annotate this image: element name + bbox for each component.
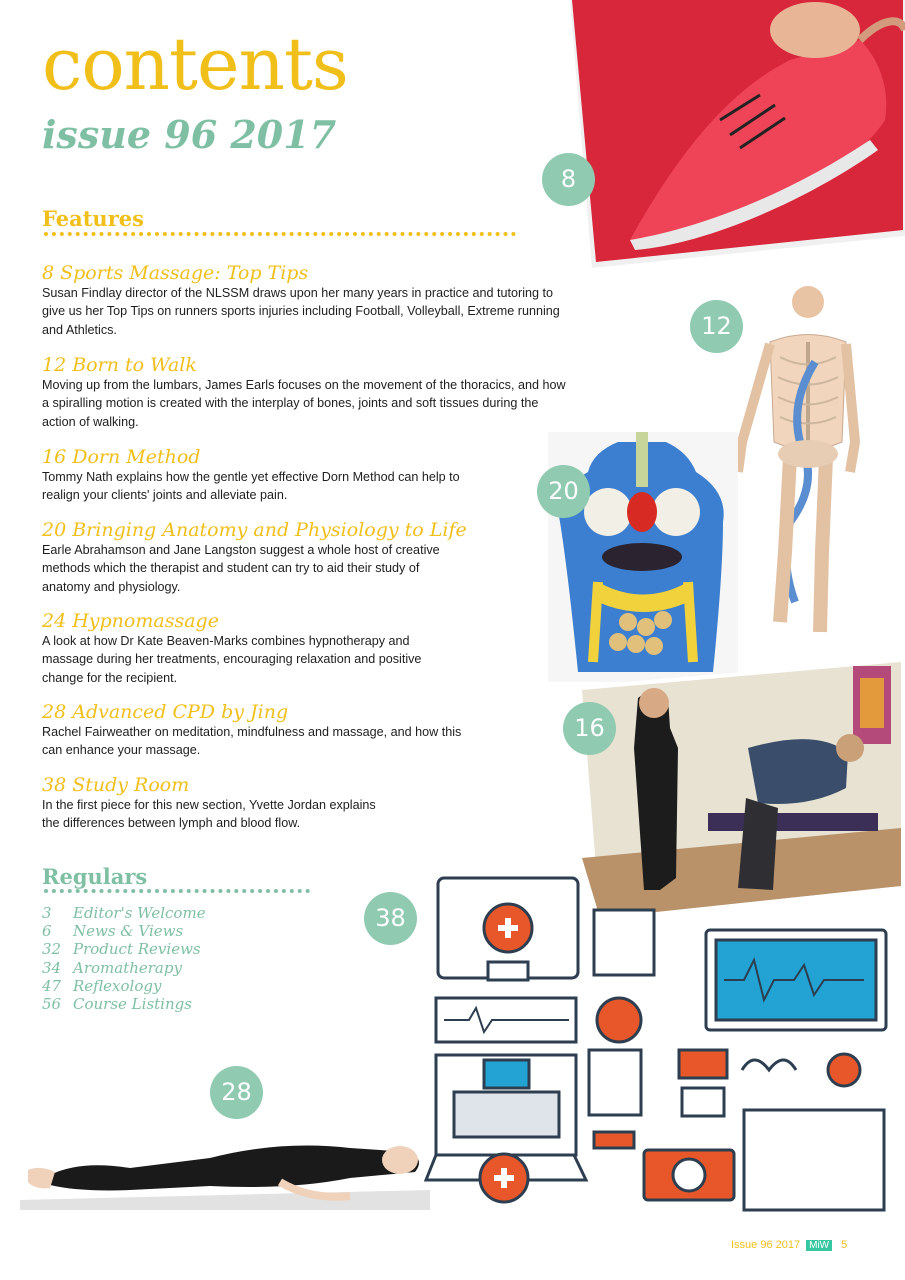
regulars-list xyxy=(42,904,206,1013)
feature-title: 38 Study Room xyxy=(42,774,190,796)
medical-equipment-illustration xyxy=(424,870,894,1215)
feature-item[interactable] xyxy=(42,701,482,760)
feature-description: A look at how Dr Kate Beaven-Marks combines hypnotherapy and massage during her treatments, encouraging relaxation and positive change for the recipient. xyxy=(42,634,422,685)
running-shoe-photo xyxy=(560,0,905,285)
feature-item[interactable] xyxy=(42,519,467,596)
regular-label: Product Reviews xyxy=(73,940,201,959)
page-badge-28[interactable]: 28 xyxy=(210,1066,263,1119)
feature-title: 28 Advanced CPD by Jing xyxy=(42,701,289,723)
magazine-logo: MiW xyxy=(806,1240,832,1251)
feature-description: Rachel Fairweather on meditation, mindfulness and massage, and how this can enhance your massage. xyxy=(42,725,462,758)
page-badge-38[interactable]: 38 xyxy=(364,892,417,945)
regular-item[interactable] xyxy=(42,995,206,1013)
feature-description: Tommy Nath explains how the gentle yet effective Dorn Method can help to realign your clients' joints and alleviate pain. xyxy=(42,470,460,503)
page-badge-8[interactable]: 8 xyxy=(542,153,595,206)
page-number: 5 xyxy=(841,1239,848,1251)
regular-item[interactable] xyxy=(42,922,206,940)
feature-item[interactable] xyxy=(42,610,442,687)
regular-label: Reflexology xyxy=(73,976,162,995)
feature-item[interactable] xyxy=(42,446,482,505)
regular-page: 32 xyxy=(42,940,62,959)
regular-item[interactable] xyxy=(42,940,206,958)
regular-label: Aromatherapy xyxy=(73,958,182,977)
features-divider xyxy=(44,232,516,236)
regulars-heading: Regulars xyxy=(42,864,148,889)
feature-item[interactable] xyxy=(42,262,572,339)
page-title: contents xyxy=(42,22,348,106)
lying-figure-photo xyxy=(20,1120,430,1210)
regular-page: 34 xyxy=(42,958,62,977)
regular-page: 56 xyxy=(42,994,62,1013)
feature-title: 12 Born to Walk xyxy=(42,354,197,376)
feature-title: 20 Bringing Anatomy and Physiology to Life xyxy=(42,519,467,541)
feature-item[interactable] xyxy=(42,354,572,431)
feature-description: In the first piece for this new section, Yvette Jordan explains the differences between lymph and blood flow. xyxy=(42,798,376,831)
regular-label: Editor's Welcome xyxy=(73,904,206,922)
regulars-divider xyxy=(44,889,310,893)
regular-label: Course Listings xyxy=(73,994,192,1013)
issue-title: issue 96 2017 xyxy=(42,112,337,157)
skeleton-illustration xyxy=(730,282,860,642)
page-badge-16[interactable]: 16 xyxy=(563,702,616,755)
features-heading: Features xyxy=(42,206,144,231)
regular-page: 47 xyxy=(42,976,62,995)
regular-page: 3 xyxy=(42,904,52,922)
feature-description: Earle Abrahamson and Jane Langston suggest a whole host of creative methods which the therapist and student can try to aid their study of anatomy and physiology. xyxy=(42,543,440,594)
feature-description: Susan Findlay director of the NLSSM draws upon her many years in practice and tutoring to give us her Top Tips on runners sports injuries including Football, Volleyball, Extreme running and Athletics. xyxy=(42,286,560,337)
regular-label: News & Views xyxy=(73,922,184,941)
feature-description: Moving up from the lumbars, James Earls focuses on the movement of the thoracics, and how a spiralling motion is created with the interplay of bones, joints and soft tissues during the action of walking. xyxy=(42,378,566,429)
regular-item[interactable] xyxy=(42,977,206,995)
regular-item[interactable] xyxy=(42,959,206,977)
page-badge-20[interactable]: 20 xyxy=(537,465,590,518)
feature-item[interactable] xyxy=(42,774,392,833)
regular-page: 6 xyxy=(42,922,52,941)
feature-title: 8 Sports Massage: Top Tips xyxy=(42,262,309,284)
regular-item[interactable] xyxy=(42,904,206,922)
feature-title: 24 Hypnomassage xyxy=(42,610,219,632)
footer-issue: Issue 96 2017 xyxy=(731,1239,801,1251)
page-badge-12[interactable]: 12 xyxy=(690,300,743,353)
feature-title: 16 Dorn Method xyxy=(42,446,201,468)
page-footer xyxy=(731,1239,847,1251)
